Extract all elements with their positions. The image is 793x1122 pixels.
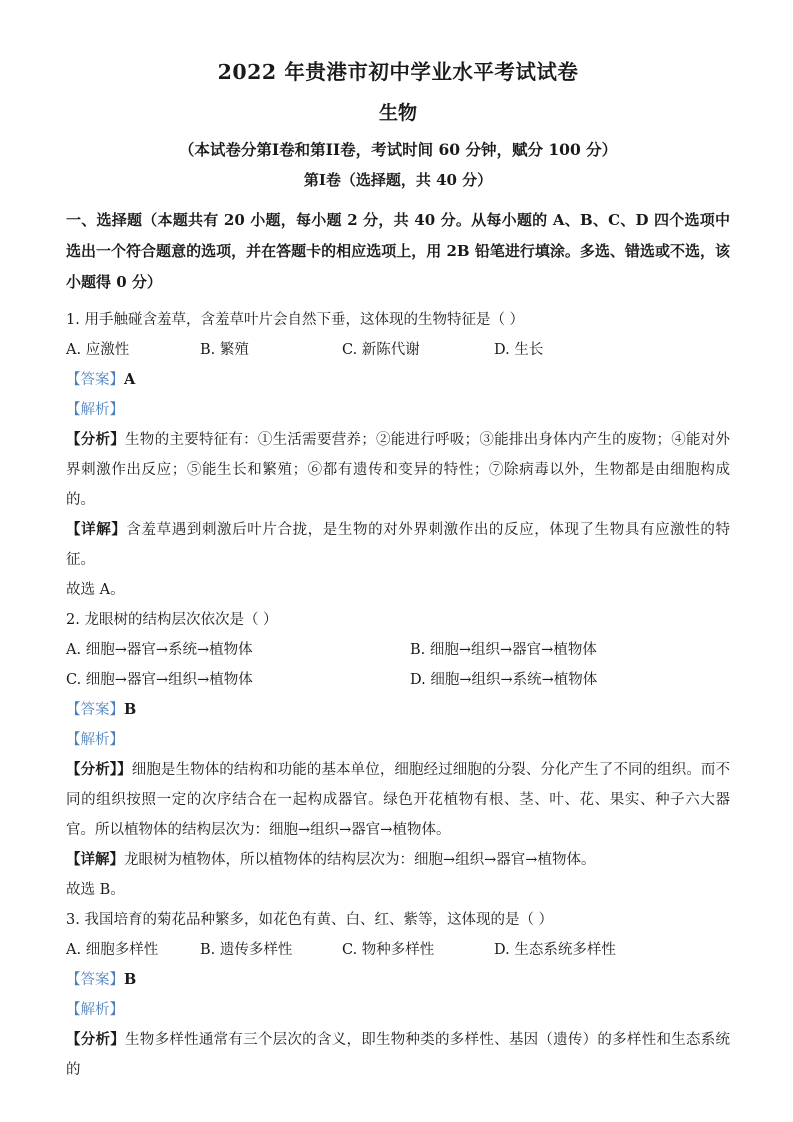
- analysis-paragraph: [66, 425, 730, 515]
- analysis-text: 生物多样性通常有三个层次的含义，即生物种类的多样性、基因（遗传）的多样性和生态系统的: [66, 1031, 730, 1078]
- analysis-tag: 【分析】】: [66, 760, 132, 778]
- option-d[interactable]: D. 生长: [494, 341, 544, 358]
- option-b[interactable]: B. 繁殖: [200, 341, 249, 358]
- section-instruction: 一、选择题（本题共有 20 小题，每小题 2 分，共 40 分。从每小题的 A、B、C、D 四个选项中选出一个符合题意的选项，并在答题卡的相应选项上，用 2B 铅笔进行填涂。多选、错选或不选，该小题得 0 分）: [66, 210, 730, 291]
- option-b[interactable]: B. 细胞→组织→器官→植物体: [410, 641, 597, 658]
- question-stem: 3. 我国培育的菊花品种繁多，如花色有黄、白、红、紫等，这体现的是（ ）: [66, 911, 554, 928]
- analysis-paragraph: [66, 1025, 730, 1085]
- option-d[interactable]: D. 生态系统多样性: [494, 941, 616, 958]
- question-stem: 2. 龙眼树的结构层次依次是（ ）: [66, 611, 278, 628]
- option-a[interactable]: A. 细胞→器官→系统→植物体: [66, 641, 253, 658]
- option-c[interactable]: C. 物种多样性: [342, 941, 435, 958]
- analysis-text: 生物的主要特征有：①生活需要营养；②能进行呼吸；③能排出身体内产生的废物；④能对外界刺激作出反应；⑤能生长和繁殖；⑥都有遗传和变异的特性；⑦除病毒以外，生物都是由细胞构成的。: [66, 431, 730, 508]
- answer-value: B: [124, 970, 137, 988]
- answer-line: [66, 965, 730, 995]
- answer-value: B: [124, 700, 137, 718]
- solution-tag: 【解析】: [66, 401, 124, 418]
- solution-line: [66, 995, 730, 1025]
- analysis-tag: 【分析】: [66, 430, 126, 448]
- detail-tag: 【详解】: [66, 520, 127, 538]
- option-c[interactable]: C. 细胞→器官→组织→植物体: [66, 671, 253, 688]
- page-title: 2022 年贵港市初中学业水平考试试卷: [217, 60, 579, 84]
- option-c[interactable]: C. 新陈代谢: [342, 341, 420, 358]
- page-content: [66, 60, 730, 1085]
- option-d[interactable]: D. 细胞→组织→系统→植物体: [410, 671, 598, 688]
- answer-value: A: [124, 370, 136, 388]
- part-heading: 第I卷（选择题，共 40 分）: [303, 170, 493, 189]
- conclusion-line: 故选 B。: [66, 881, 125, 898]
- question-stem: 1. 用手触碰含羞草，含羞草叶片会自然下垂，这体现的生物特征是（ ）: [66, 311, 525, 328]
- detail-paragraph: [66, 845, 730, 875]
- exam-note: （本试卷分第I卷和第II卷，考试时间 60 分钟，赋分 100 分）: [178, 140, 618, 160]
- detail-text: 含羞草遇到刺激后叶片合拢，是生物的对外界刺激作出的反应，体现了生物具有应激性的特征。: [66, 521, 730, 568]
- answer-tag: 【答案】: [66, 701, 124, 718]
- option-row: [66, 935, 730, 965]
- question-block: [66, 605, 730, 905]
- answer-tag: 【答案】: [66, 971, 124, 988]
- option-a[interactable]: A. 细胞多样性: [66, 941, 159, 958]
- option-row: [66, 665, 730, 695]
- answer-line: [66, 695, 730, 725]
- solution-line: [66, 725, 730, 755]
- option-row: [66, 335, 730, 365]
- subject-title: 生物: [378, 101, 417, 124]
- analysis-tag: 【分析】: [66, 1030, 126, 1048]
- analysis-paragraph: [66, 755, 730, 845]
- question-block: [66, 305, 730, 605]
- option-b[interactable]: B. 遗传多样性: [200, 941, 293, 958]
- option-row: [66, 635, 730, 665]
- detail-tag: 【详解】: [66, 850, 124, 868]
- option-a[interactable]: A. 应激性: [66, 341, 130, 358]
- detail-paragraph: [66, 515, 730, 575]
- answer-line: [66, 365, 730, 395]
- solution-tag: 【解析】: [66, 1001, 124, 1018]
- analysis-text: 细胞是生物体的结构和功能的基本单位，细胞经过细胞的分裂、分化产生了不同的组织。而不同的组织按照一定的次序结合在一起构成器官。绿色开花植物有根、茎、叶、花、果实、种子六大器官。所以植物体的结构层次为：细胞→组织→器官→植物体。: [66, 761, 731, 838]
- detail-text: 龙眼树为植物体，所以植物体的结构层次为：细胞→组织→器官→植物体。: [124, 851, 596, 868]
- question-block: [66, 905, 730, 1085]
- solution-line: [66, 395, 730, 425]
- answer-tag: 【答案】: [66, 371, 124, 388]
- conclusion-line: 故选 A。: [66, 581, 125, 598]
- solution-tag: 【解析】: [66, 731, 124, 748]
